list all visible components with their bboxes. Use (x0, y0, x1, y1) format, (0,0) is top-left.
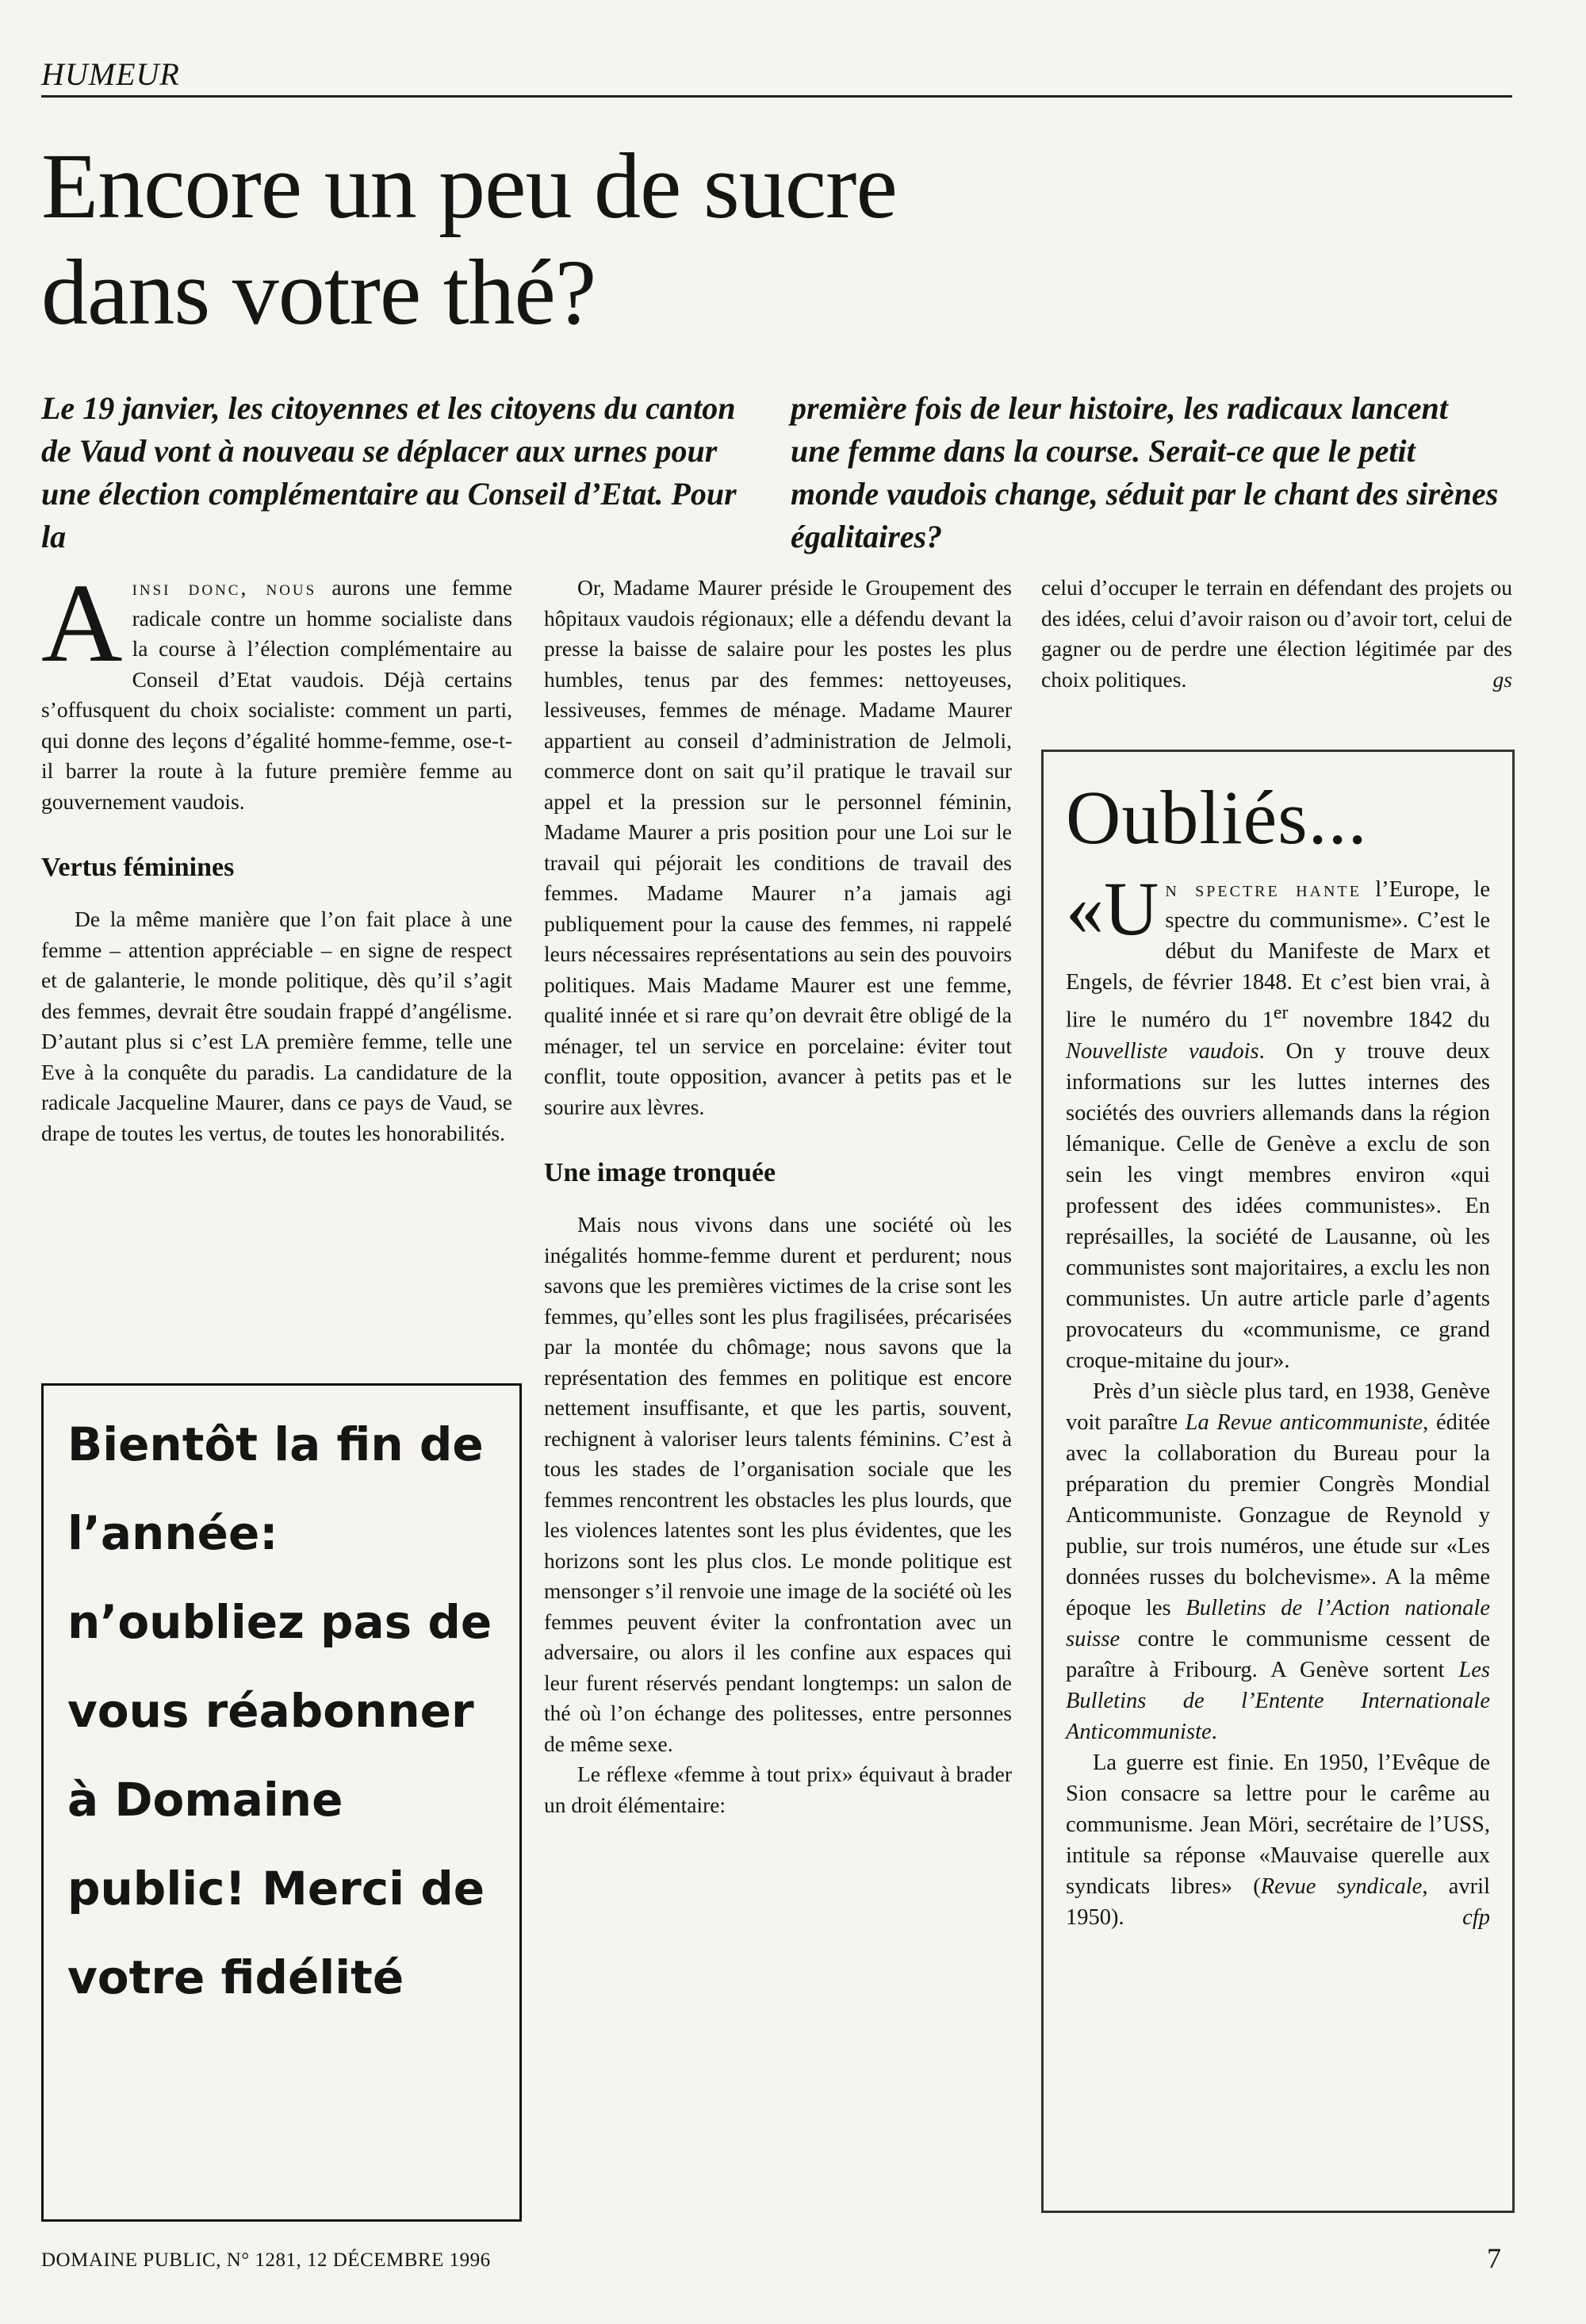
resubscribe-ad-box (41, 1383, 522, 2222)
subhead-image: Une image tronquée (544, 1158, 776, 1187)
article-paragraph-3: Or, Madame Maurer préside le Groupement des hôpitaux vaudois régionaux; elle a défendu devant la presse la baisse de salaire pour les postes les plus humbles, tenus par des femmes: nettoyeuses, lessiveuses, femmes de ménage. Madame Maurer appartient au conseil d’administration de Jelmoli, commerce dont on sait qu’il pratique le travail sur appel et la pression sur le personnel féminin, Madame Maurer a pris position pour une Loi sur le travail qui péjorait les conditions de travail des femmes. Madame Maurer n’a jamais agi publiquement pour la cause des femmes, ni rappelé leurs nécessaires représentations au sein des pouvoirs politiques. Mais Madame Maurer est une femme, qualité innée et si rare qu’on devrait être obligé de la ménager, tel un service en porcelaine: éviter tout conflit, toute opposition, avancer à petits pas et le sourire aux lèvres. (544, 575, 1012, 1119)
sidebar-p1-c: . On y trouve deux informations sur les luttes internes des sociétés des ouvriers allemands dans la région lémanique. Celle de Genève a exclu de son sein les vingt membres environ «qui professent des idées communistes». En représailles, la société de Lausanne, où les communistes sont majoritaires, a exclu les non communistes. Un autre article parle d’agents provocateurs du «communisme, ce grand croque-mitaine du jour». (1066, 1038, 1490, 1373)
headline-line-2: dans votre thé? (41, 240, 596, 344)
article-p1-text: aurons une femme radicale contre un homme socialiste dans la course à l’élection complémentaire au Conseil d’Etat vaudois. Déjà certains s’offusquent du choix socialiste: comment un parti, qui donne des leçons d’égalité homme-femme, ose-t-il barrer la route à la future première femme au gouvernement vaudois. (41, 575, 512, 814)
article-paragraph-6 (1041, 573, 1512, 695)
sidebar-title: Oubliés... (1066, 775, 1368, 860)
sidebar-lead: n spectre hante (1165, 877, 1362, 902)
headline (41, 133, 1151, 346)
chapo-right: première fois de leur histoire, les radicaux lancent une femme dans la course. Serait-ce que le petit monde vaudois change, séduit par le chant des sirènes égalitaires? (791, 390, 1499, 554)
sidebar-p2-italic-3: Les Bulletins de l’Entente Internationale Anticommuniste (1066, 1657, 1490, 1744)
page-number: 7 (1487, 2242, 1501, 2274)
sidebar-p1-italic: Nouvelliste vaudois (1066, 1038, 1259, 1064)
article-column-2 (544, 573, 1012, 1820)
article-p6-text: celui d’occuper le terrain en défendant des projets ou des idées, celui d’avoir raison ou d’avoir tort, celui de gagner ou de perdre une élection légitimée par des choix politiques. (1041, 575, 1512, 692)
article-paragraph-2: De la même manière que l’on fait place à une femme – attention appréciable – en signe de respect et de galanterie, le monde politique, dès qu’il s’agit des femmes, devrait être soudain frappé d’angélisme. D’autant plus si c’est LA première femme, telle une Eve à la conquête du paradis. La candidature de la radicale Jacqueline Maurer, dans ce pays de Vaud, se drape de toutes les vertus, de toutes les honorabilités. (41, 907, 512, 1145)
resubscribe-ad-text: Bientôt la fin de l’année: n’oubliez pas de vous réabonner à Domaine public! Merci de votre fidélité (67, 1417, 492, 2004)
sidebar-p1-b: novembre 1842 du (1288, 1007, 1490, 1033)
sidebar-paragraph-1 (1066, 866, 1490, 1376)
sidebar-p3-b: , avril 1950). (1066, 1873, 1490, 1930)
article-paragraph-4: Mais nous vivons dans une société où les inégalités homme-femme durent et perdurent; nous savons que les premières victimes de la crise sont les femmes, qu’elles sont les plus fragilisées, précarisées par la montée du chômage; nous savons que la représentation des femmes en politique est encore nettement insuffisante, et que les partis, souvent, rechignent à valoriser leurs talents féminins. C’est à tous les stades de l’organisation sociale que les femmes rencontrent les obstacles les plus lourds, que les violences latentes sont les plus évidentes, que les horizons sont les plus clos. Le monde politique est mensonger s’il renvoie une image de la société où les femmes peuvent éviter la confrontation avec un adversaire, ou alors il les confine aux espaces qui leur furent réservés pendant longtemps: un salon de thé où l’on échange des politesses, entre personnes de même sexe. (544, 1212, 1012, 1756)
article-paragraph-1 (41, 560, 512, 817)
article-paragraph-5: Le réflexe «femme à tout prix» équivaut à brader un droit élémentaire: (544, 1762, 1012, 1817)
sidebar-body (1066, 866, 1490, 1933)
sidebar-p1-a: l’Europe, le spectre du communisme». C’est le début du Manifeste de Marx et Engels, de février 1848. Et c’est bien vrai, à lire le numéro du 1 (1066, 877, 1490, 1033)
article-signature: gs (1492, 666, 1512, 692)
article-column-1 (41, 560, 512, 1149)
sidebar-p3-a: La guerre est finie. En 1950, l’Evêque de Sion consacre sa lettre pour le carême au communisme. Jean Möri, secrétaire de l’USS, intitule sa réponse «Mauvaise querelle aux syndicats libres» ( (1066, 1750, 1490, 1899)
sidebar-paragraph-3 (1066, 1747, 1490, 1933)
sidebar-p1-sup: er (1273, 1003, 1289, 1023)
sidebar-p2-italic-1: La Revue anticommuniste (1185, 1409, 1423, 1435)
sidebar-signature: cfp (1462, 1904, 1490, 1930)
section-label: HUMEUR (41, 56, 180, 92)
top-rule (41, 95, 1512, 98)
chapo-left: Le 19 janvier, les citoyennes et les citoyens du canton de Vaud vont à nouveau se déplacer aux urnes pour une élection complémentaire au Conseil d’Etat. Pour la (41, 390, 737, 554)
sidebar-paragraph-2 (1066, 1376, 1490, 1747)
footer-issue: DOMAINE PUBLIC, N° 1281, 12 DÉCEMBRE 1996 (41, 2249, 491, 2271)
subhead-vertus: Vertus féminines (41, 853, 235, 882)
article-column-3 (1041, 573, 1512, 695)
sidebar-box (1041, 750, 1515, 2213)
sidebar-dropcap: «U (1066, 866, 1159, 951)
sidebar-p2-b: , éditée avec la collaboration du Bureau pour la préparation du premier Congrès Mondial Anticommuniste. Gonzague de Reynold y publie, sur trois numéros, une étude sur «Les données russes du bolchevisme». A la même époque les (1066, 1409, 1490, 1620)
sidebar-p3-italic: Revue syndicale (1260, 1873, 1423, 1899)
sidebar-p2-a: Près d’un siècle plus tard, en 1938, Genève voit paraître (1066, 1379, 1490, 1435)
sidebar-p2-d: . (1211, 1719, 1217, 1744)
article-dropcap: A (41, 560, 123, 685)
sidebar-p2-c: contre le communisme cessent de paraître à Fribourg. A Genève sortent (1066, 1626, 1490, 1682)
headline-line-1: Encore un peu de sucre (41, 134, 897, 238)
sidebar-p2-italic-2: Bulletins de l’Action nationale suisse (1066, 1595, 1490, 1651)
article-lead: insi donc, nous (132, 575, 317, 600)
